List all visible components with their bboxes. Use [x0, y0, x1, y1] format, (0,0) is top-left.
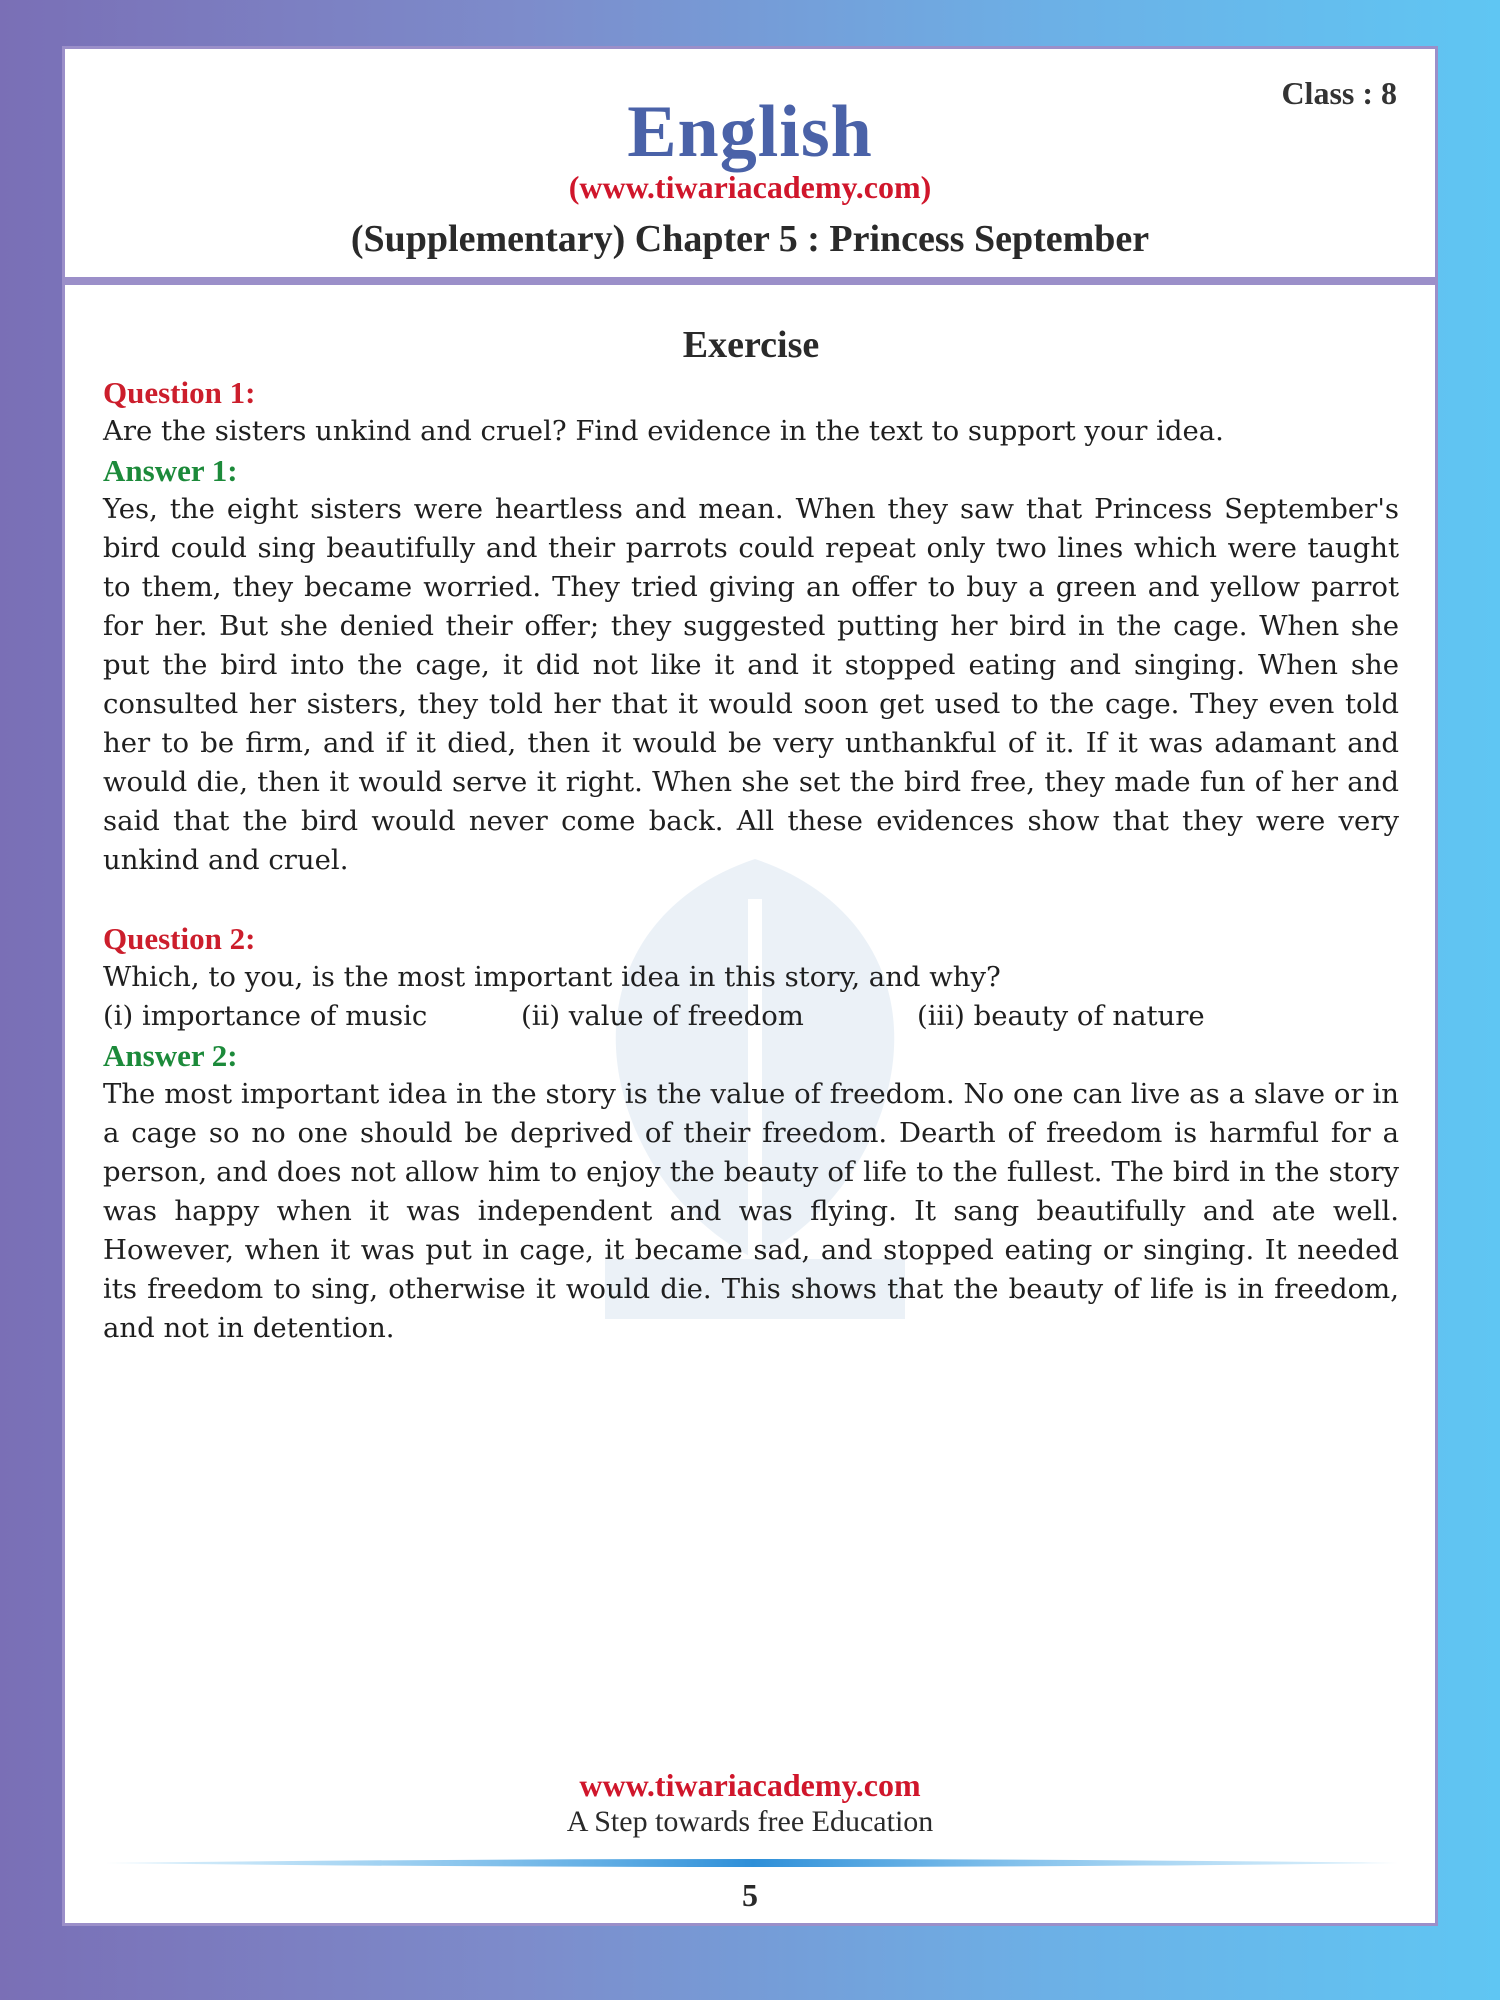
footer-website: www.tiwariacademy.com — [579, 1767, 921, 1803]
section-gap — [103, 880, 1399, 919]
subject-title: English — [627, 91, 873, 173]
page-number: 5 — [742, 1877, 758, 1913]
page-header — [65, 49, 1435, 277]
question-1-text: Are the sisters unkind and cruel? Find evidence in the text to support your idea. — [103, 415, 1224, 447]
option-3: (iii) beauty of nature — [917, 1000, 1205, 1032]
question-2-text: Which, to you, is the most important idea in this story, and why? — [103, 961, 1001, 993]
page-sheet — [62, 46, 1438, 1926]
question-2-label: Question 2: — [103, 921, 256, 956]
footer-tagline: A Step towards free Education — [566, 1805, 934, 1838]
question-2-options — [103, 997, 1399, 1036]
question-1-label: Question 1: — [103, 375, 256, 410]
exercise-heading: Exercise — [682, 324, 820, 366]
option-2: (ii) value of freedom — [521, 1000, 804, 1032]
option-1: (i) importance of music — [103, 1000, 428, 1032]
answer-1-text: Yes, the eight sisters were heartless and mean. When they saw that Princess September's bird could sing beautifully and their parrots could repeat only two lines which were taught to them, they became worried. They tried giving an offer to buy a green and yellow parrot for her. But she denied their offer; they suggested putting her bird in the cage. When she put the bird into the cage, it did not like it and it stopped eating and singing. When she consulted her sisters, they told her that it would soon get used to the cage. They even told her to be firm, and if it died, then it would be very unthankful of it. If it was adamant and would die, then it would serve it right. When she set the bird free, they made fun of her and said that the bird would never come back. All these evidences show that they were very unkind and cruel. — [103, 493, 1399, 876]
answer-2-label: Answer 2: — [103, 1038, 238, 1073]
header-website: (www.tiwariacademy.com) — [568, 169, 932, 205]
answer-2-text: The most important idea in the story is the value of freedom. No one can live as a slave or in a cage so no one should be deprived of their freedom. Dearth of freedom is harmful for a person, and does not allow him to enjoy the beauty of life to the fullest. The bird in the story was happy when it was independent and was flying. It sang beautifully and ate well. However, when it was put in cage, it became sad, and stopped eating or singing. It needed its freedom to sing, otherwise it would die. This shows that the beauty of life is in freedom, and not in detention. — [103, 1078, 1399, 1344]
header-divider — [65, 277, 1435, 285]
footer-divider — [105, 1857, 1401, 1869]
class-label: Class : 8 — [1281, 75, 1397, 111]
answer-1-label: Answer 1: — [103, 453, 238, 488]
chapter-title: (Supplementary) Chapter 5 : Princess September — [350, 218, 1150, 260]
exercise-content — [103, 317, 1399, 1348]
